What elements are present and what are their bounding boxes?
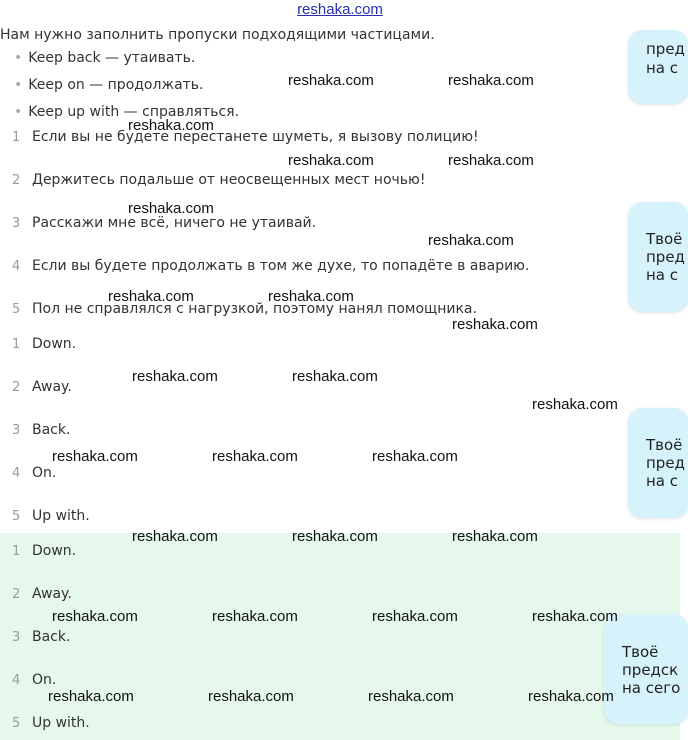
sentence-row bbox=[12, 258, 529, 274]
watermark: reshaka.com bbox=[288, 152, 374, 169]
watermark: reshaka.com bbox=[212, 608, 298, 625]
row-text: Down. bbox=[32, 543, 77, 559]
watermark: reshaka.com bbox=[108, 288, 194, 305]
row-number: 5 bbox=[12, 509, 21, 524]
row-text: Up with. bbox=[32, 508, 90, 524]
card-line: пред bbox=[646, 40, 685, 58]
watermark: reshaka.com bbox=[268, 288, 354, 305]
row-text: Down. bbox=[32, 336, 77, 352]
watermark: reshaka.com bbox=[128, 117, 214, 134]
row-number: 5 bbox=[12, 716, 21, 731]
card-line: на сего bbox=[622, 679, 681, 697]
site-link[interactable]: reshaka.com bbox=[297, 1, 383, 18]
row-number: 1 bbox=[12, 544, 21, 559]
watermark: reshaka.com bbox=[448, 72, 534, 89]
watermark: reshaka.com bbox=[208, 688, 294, 705]
row-number: 4 bbox=[12, 466, 21, 481]
watermark: reshaka.com bbox=[48, 688, 134, 705]
card-line: на с bbox=[646, 59, 679, 77]
watermark: reshaka.com bbox=[372, 608, 458, 625]
sentence-row bbox=[12, 172, 425, 188]
row-text: Держитесь подальше от неосвещенных мест ночью! bbox=[32, 172, 426, 188]
sentence-row bbox=[12, 301, 477, 317]
card-line: пред bbox=[646, 248, 685, 266]
answer-row bbox=[12, 543, 76, 559]
row-number: 1 bbox=[12, 130, 21, 145]
row-number: 5 bbox=[12, 302, 21, 317]
card-line: на с bbox=[646, 472, 679, 490]
prediction-card[interactable] bbox=[628, 202, 688, 312]
watermark: reshaka.com bbox=[128, 200, 214, 217]
bullet-text: Keep back — утаивать. bbox=[28, 50, 196, 66]
watermark: reshaka.com bbox=[132, 368, 218, 385]
card-line: Твоё bbox=[646, 436, 683, 454]
watermark: reshaka.com bbox=[52, 448, 138, 465]
row-text: Up with. bbox=[32, 715, 90, 731]
answer-row bbox=[12, 629, 70, 645]
row-number: 1 bbox=[12, 337, 21, 352]
row-text: Если вы будете продолжать в том же духе, то попадёте в аварию. bbox=[32, 258, 530, 274]
watermark: reshaka.com bbox=[428, 232, 514, 249]
answer-row bbox=[12, 508, 90, 524]
card-line: Твоё bbox=[646, 230, 683, 248]
watermark: reshaka.com bbox=[372, 448, 458, 465]
row-number: 2 bbox=[12, 380, 21, 395]
sentence-row bbox=[12, 215, 316, 231]
row-text: Away. bbox=[32, 586, 72, 602]
watermark: reshaka.com bbox=[52, 608, 138, 625]
watermark: reshaka.com bbox=[532, 396, 618, 413]
watermark: reshaka.com bbox=[132, 528, 218, 545]
card-line: Твоё bbox=[622, 643, 659, 661]
answer-row bbox=[12, 422, 70, 438]
watermark: reshaka.com bbox=[212, 448, 298, 465]
row-text: Расскажи мне всё, ничего не утаивай. bbox=[32, 215, 317, 231]
bullet-dot-icon: • bbox=[14, 104, 23, 120]
row-number: 2 bbox=[12, 173, 21, 188]
row-text: On. bbox=[32, 672, 57, 688]
row-number: 4 bbox=[12, 259, 21, 274]
bullet-dot-icon: • bbox=[14, 50, 23, 66]
row-number: 2 bbox=[12, 587, 21, 602]
bullet-text: Keep up with — справляться. bbox=[28, 104, 240, 120]
watermark: reshaka.com bbox=[532, 608, 618, 625]
row-text: Если вы не будете перестанете шуметь, я вызову полицию! bbox=[32, 129, 479, 145]
row-text: Back. bbox=[32, 422, 71, 438]
answer-highlight-band bbox=[0, 533, 680, 740]
answer-row bbox=[12, 465, 56, 481]
watermark: reshaka.com bbox=[288, 72, 374, 89]
watermark: reshaka.com bbox=[448, 152, 534, 169]
watermark: reshaka.com bbox=[528, 688, 614, 705]
row-number: 3 bbox=[12, 216, 21, 231]
row-number: 3 bbox=[12, 630, 21, 645]
bullet-item bbox=[14, 77, 204, 93]
prediction-card[interactable] bbox=[628, 30, 688, 104]
card-line: пред bbox=[646, 454, 685, 472]
watermark: reshaka.com bbox=[452, 316, 538, 333]
prediction-card[interactable] bbox=[604, 614, 688, 724]
row-text: Away. bbox=[32, 379, 72, 395]
bullet-text: Keep on — продолжать. bbox=[28, 77, 204, 93]
answer-row bbox=[12, 672, 56, 688]
watermark: reshaka.com bbox=[292, 528, 378, 545]
row-number: 3 bbox=[12, 423, 21, 438]
bullet-item bbox=[14, 50, 195, 66]
intro-text: Нам нужно заполнить пропуски подходящими частицами. bbox=[0, 27, 435, 43]
bullet-dot-icon: • bbox=[14, 77, 23, 93]
card-line: предск bbox=[622, 661, 679, 679]
row-text: On. bbox=[32, 465, 57, 481]
watermark: reshaka.com bbox=[368, 688, 454, 705]
card-line: на с bbox=[646, 266, 679, 284]
row-text: Пол не справлялся с нагрузкой, поэтому нанял помощника. bbox=[32, 301, 477, 317]
answer-row bbox=[12, 715, 90, 731]
answer-row bbox=[12, 336, 76, 352]
row-number: 4 bbox=[12, 673, 21, 688]
sentence-row bbox=[12, 129, 479, 145]
watermark: reshaka.com bbox=[292, 368, 378, 385]
watermark: reshaka.com bbox=[452, 528, 538, 545]
row-text: Back. bbox=[32, 629, 71, 645]
answer-row bbox=[12, 379, 72, 395]
prediction-card[interactable] bbox=[628, 408, 688, 518]
answer-row bbox=[12, 586, 72, 602]
